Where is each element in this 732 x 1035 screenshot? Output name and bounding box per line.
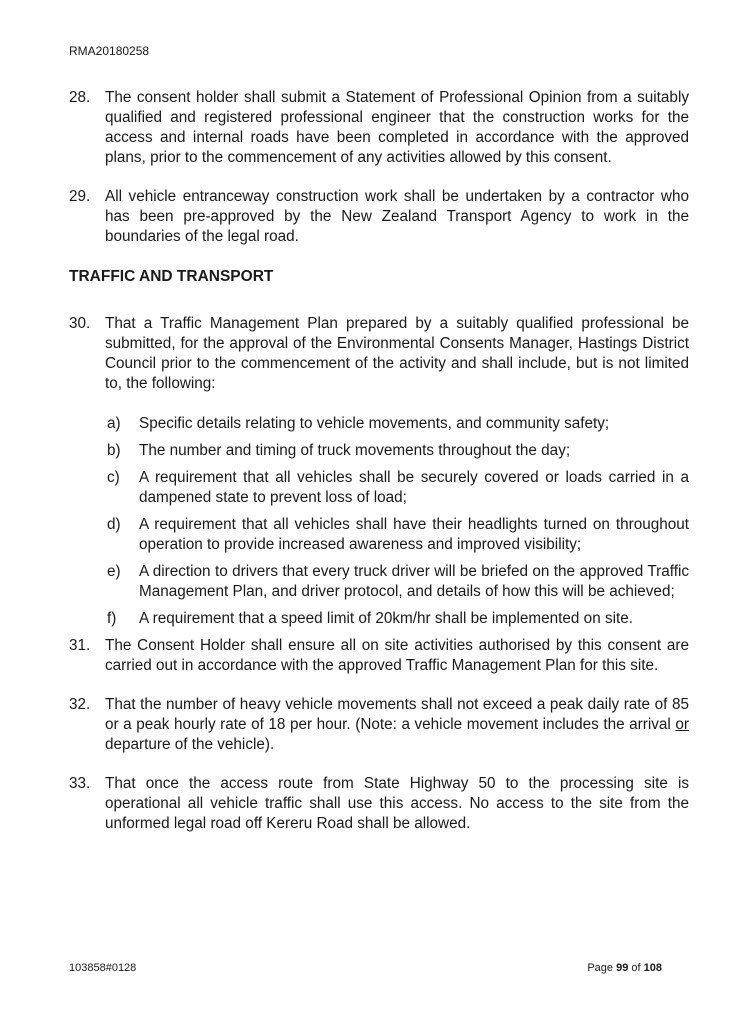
condition-text	[105, 695, 689, 755]
condition-number: 28.	[69, 89, 91, 106]
page-current: 99	[616, 962, 629, 974]
list-item-f	[107, 609, 689, 629]
list-item-text: A requirement that all vehicles shall be securely covered or loads carried in a dampened state to prevent loss of load;	[139, 469, 689, 506]
condition-32	[69, 695, 689, 755]
list-item-label: f)	[107, 610, 117, 627]
condition-text-part: That the number of heavy vehicle movements shall not exceed a peak daily rate of 85 or a peak hourly rate of 18 per hour. (Note: a vehicle movement includes the arrival	[105, 696, 689, 733]
list-item-d	[107, 515, 689, 555]
list-item-text: A requirement that all vehicles shall have their headlights turned on throughout operation to provide increased awareness and improved visibility;	[139, 516, 689, 553]
document-reference: RMA20180258	[69, 44, 150, 58]
of-label: of	[631, 962, 641, 974]
list-item-label: c)	[107, 469, 120, 486]
condition-text: All vehicle entranceway construction work shall be undertaken by a contractor who has been pre-approved by the New Zealand Transport Agency to work in the boundaries of the legal road.	[105, 188, 689, 245]
condition-text: The consent holder shall submit a Statement of Professional Opinion from a suitably qualified and registered professional engineer that the construction works for the access and internal roads have been completed in accordance with the approved plans, prior to the commencement of any activities allowed by this consent.	[105, 89, 689, 166]
list-item-text: Specific details relating to vehicle movements, and community safety;	[139, 415, 610, 432]
condition-number: 31.	[69, 637, 91, 654]
section-heading: TRAFFIC AND TRANSPORT	[69, 268, 274, 285]
condition-number: 29.	[69, 188, 91, 205]
footer-document-id: 103858#0128	[69, 962, 137, 974]
condition-29	[69, 187, 689, 247]
condition-text: That once the access route from State Highway 50 to the processing site is operational all vehicle traffic shall use this access. No access to the site from the unformed legal road off Kereru Road shall be allowed.	[105, 775, 689, 832]
document-body	[69, 88, 689, 834]
condition-33	[69, 774, 689, 834]
condition-number: 30.	[69, 315, 91, 332]
list-item-text: A direction to drivers that every truck driver will be briefed on the approved Traffic Management Plan, and driver protocol, and details of how this will be achieved;	[139, 563, 689, 600]
condition-number: 32.	[69, 696, 91, 713]
list-item-b	[107, 441, 689, 461]
page-label: Page	[587, 962, 614, 974]
footer-page-number	[587, 962, 662, 974]
list-item-text: The number and timing of truck movements throughout the day;	[139, 442, 571, 459]
list-item-label: a)	[107, 415, 121, 432]
list-item-text: A requirement that a speed limit of 20km/hr shall be implemented on site.	[139, 610, 634, 627]
condition-30	[69, 314, 689, 394]
page-total: 108	[643, 962, 662, 974]
list-item-e	[107, 562, 689, 602]
underlined-word: or	[675, 716, 689, 733]
condition-number: 33.	[69, 775, 91, 792]
condition-text: That a Traffic Management Plan prepared by a suitably qualified professional be submitted, for the approval of the Environmental Consents Manager, Hastings District Council prior to the commencement of the activity and shall include, but is not limited to, the following:	[105, 315, 689, 392]
condition-28	[69, 88, 689, 168]
list-item-label: e)	[107, 563, 121, 580]
condition-text-part: departure of the vehicle).	[105, 736, 275, 753]
condition-31	[69, 636, 689, 676]
condition-text: The Consent Holder shall ensure all on site activities authorised by this consent are carried out in accordance with the approved Traffic Management Plan for this site.	[105, 637, 689, 674]
list-item-label: b)	[107, 442, 121, 459]
list-item-a	[107, 414, 689, 434]
list-item-c	[107, 468, 689, 508]
list-item-label: d)	[107, 516, 121, 533]
